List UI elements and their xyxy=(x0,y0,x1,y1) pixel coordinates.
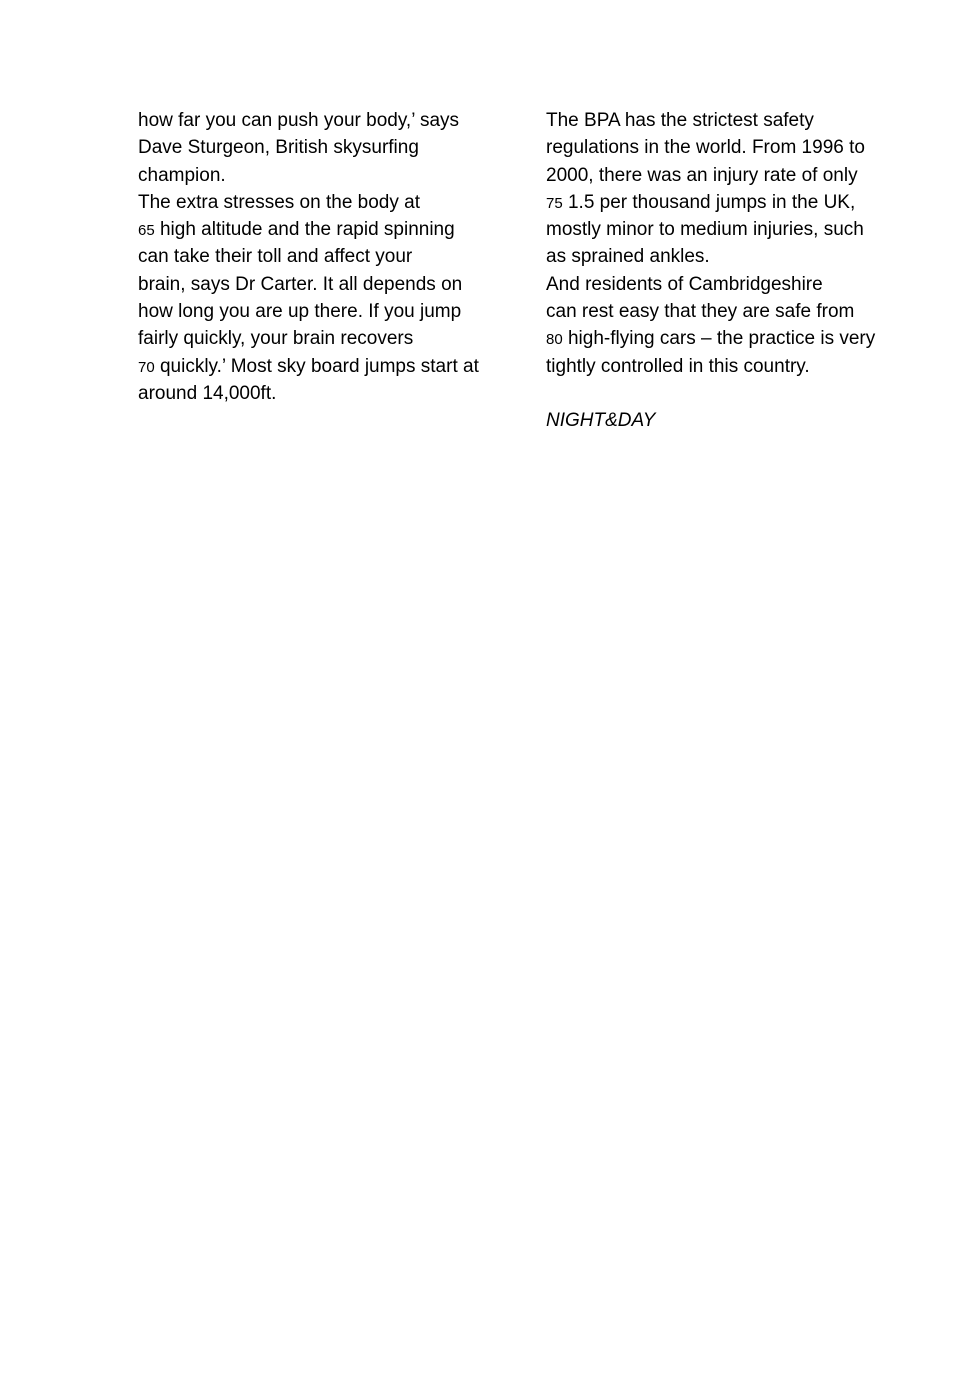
line-text: mostly minor to medium injuries, such xyxy=(546,219,864,241)
line-number: 75 xyxy=(546,194,563,212)
text-line xyxy=(546,107,946,134)
text-line xyxy=(546,298,946,325)
line-text: as sprained ankles. xyxy=(546,246,710,268)
line-number: 70 xyxy=(138,358,155,376)
line-text: how far you can push your body,’ says xyxy=(138,110,460,131)
line-text: tightly controlled in this country. xyxy=(546,355,810,377)
line-text: Dave Sturgeon, British skysurfing xyxy=(138,137,419,159)
text-line xyxy=(138,216,518,243)
line-text: how long you are up there. If you jump xyxy=(138,301,462,323)
text-line xyxy=(546,353,946,380)
text-line xyxy=(546,162,946,189)
line-text: And residents of Cambridgeshire xyxy=(546,273,823,295)
line-text: around 14,000ft. xyxy=(138,382,277,404)
line-number: 65 xyxy=(138,222,155,240)
text-line xyxy=(138,271,518,298)
text-line xyxy=(138,107,518,134)
line-number: 80 xyxy=(546,331,563,349)
line-text: champion. xyxy=(138,164,226,186)
text-line xyxy=(546,216,946,243)
line-text: high-flying cars – the practice is very xyxy=(567,328,876,350)
text-line xyxy=(546,243,946,270)
line-text: 2000, there was an injury rate of only xyxy=(546,164,858,186)
text-line xyxy=(546,189,946,216)
line-text: regulations in the world. From 1996 to xyxy=(546,137,865,159)
left-text-column xyxy=(138,107,518,407)
text-line xyxy=(546,271,946,298)
text-line xyxy=(138,353,518,380)
line-text: high altitude and the rapid spinning xyxy=(159,219,455,241)
right-text-column xyxy=(546,107,946,435)
line-text: quickly.’ Most sky board jumps start at xyxy=(159,355,479,377)
line-text: 1.5 per thousand jumps in the UK, xyxy=(567,191,856,213)
line-text: can rest easy that they are safe from xyxy=(546,301,855,323)
text-line xyxy=(138,380,518,407)
text-line xyxy=(138,162,518,189)
paragraph-gap xyxy=(546,380,946,407)
text-line xyxy=(138,134,518,161)
text-line xyxy=(138,325,518,352)
line-text: The BPA has the strictest safety xyxy=(546,110,814,131)
line-text: can take their toll and affect your xyxy=(138,246,413,268)
text-line xyxy=(546,134,946,161)
line-text: The extra stresses on the body at xyxy=(138,191,420,213)
text-line xyxy=(138,243,518,270)
line-text: fairly quickly, your brain recovers xyxy=(138,328,414,350)
text-line xyxy=(546,325,946,352)
text-line xyxy=(138,298,518,325)
text-line xyxy=(138,189,518,216)
line-text: brain, says Dr Carter. It all depends on xyxy=(138,273,463,295)
source-credit: NIGHT&DAY xyxy=(546,410,656,432)
